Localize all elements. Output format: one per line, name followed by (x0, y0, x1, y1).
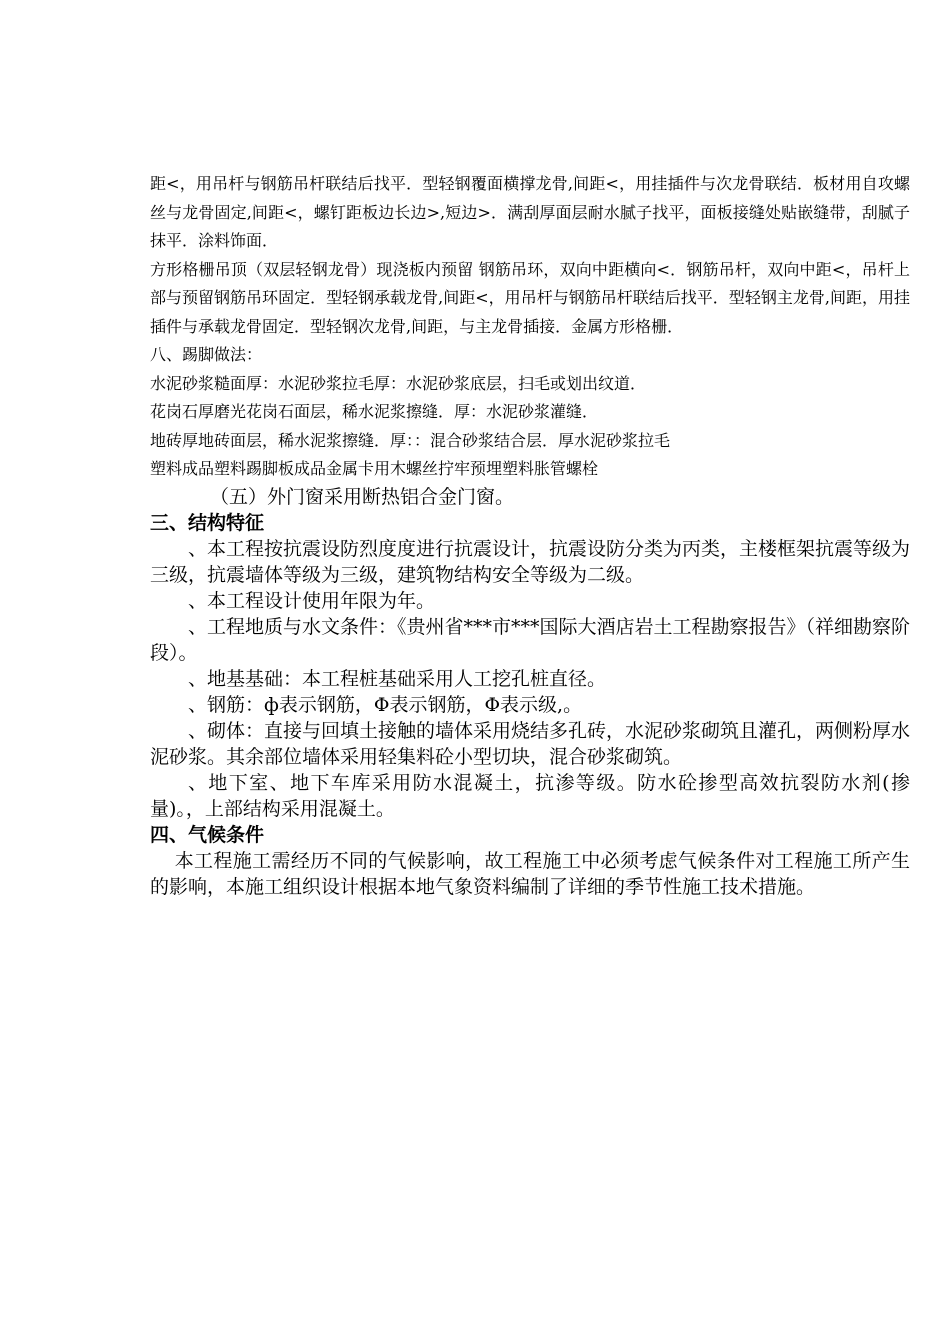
skirting-item: 地砖厚地砖面层，稀水泥浆擦缝．厚：：混合砂浆结合层．厚水泥砂浆拉毛 (150, 430, 671, 450)
ceiling-paragraph-1: 距<，用吊杆与钢筋吊杆联结后找平．型轻钢覆面横撑龙骨,间距<，用挂插件与次龙骨联结．板材用自攻螺丝与龙骨固定,间距<，螺钉距板边长边>,短边>．满刮厚面层耐水腻子找平，面板接缝处贴嵌缝带，刮腻子抹平．涂料饰面． (150, 174, 910, 250)
structure-item: 、砌体：直接与回填土接触的墙体采用烧结多孔砖，水泥砂浆砌筑且灌孔，两侧粉厚水泥砂浆。其余部位墙体采用轻集料砼小型切块，混合砂浆砌筑。 (150, 719, 911, 768)
document-body (150, 170, 910, 900)
skirting-title: 八、踢脚做法： (150, 345, 263, 364)
structure-item: 、地基基础：本工程桩基础采用人工挖孔桩直径。 (188, 667, 607, 690)
climate-paragraph: 本工程施工需经历不同的气候影响，故工程施工中必须考虑气候条件对工程施工所产生的影响，本施工组织设计根据本地气象资料编制了详细的季节性施工技术措施。 (150, 849, 910, 898)
skirting-item: 水泥砂浆糙面厚：水泥砂浆拉毛厚：水泥砂浆底层，扫毛或划出纹道． (150, 373, 647, 393)
structure-item: 、钢筋：ф表示钢筋，Φ表示钢筋，Φ表示级,。 (188, 693, 583, 716)
door-window-line: （五）外门窗采用断热铝合金门窗。 (210, 485, 515, 508)
structure-item: 、地下室、地下车库采用防水混凝土，抗渗等级。防水砼掺型高效抗裂防水剂(掺量)。，上部结构采用混凝土。 (150, 771, 910, 820)
ceiling-paragraph-2: 方形格栅吊顶（双层轻钢龙骨）现浇板内预留 钢筋吊环，双向中距横向<．钢筋吊杆，双向中距<，吊杆上部与预留钢筋吊环固定．型轻钢承载龙骨,间距<，用吊杆与钢筋吊杆联结后找平．型轻钢主龙骨,间距，用挂插件与承载龙骨固定．型轻钢次龙骨,间距，与主龙骨插接．金属方形格栅． (150, 259, 910, 336)
structure-heading: 三、结构特征 (150, 511, 265, 534)
structure-item: 、本工程按抗震设防烈度度进行抗震设计，抗震设防分类为丙类，主楼框架抗震等级为三级，抗震墙体等级为三级，建筑物结构安全等级为二级。 (150, 537, 911, 586)
skirting-item: 塑料成品塑料踢脚板成品金属卡用木螺丝拧牢预埋塑料胀管螺栓 (150, 459, 599, 478)
structure-item: 、工程地质与水文条件：《贵州省***市***国际大酒店岩土工程勘察报告》（祥细勘察阶段）。 (150, 615, 911, 664)
structure-item: 、本工程设计使用年限为年。 (188, 589, 436, 612)
skirting-item: 花岗石厚磨光花岗石面层，稀水泥浆擦缝．厚：水泥砂浆灌缝． (150, 402, 599, 421)
climate-heading: 四、气候条件 (150, 823, 265, 846)
